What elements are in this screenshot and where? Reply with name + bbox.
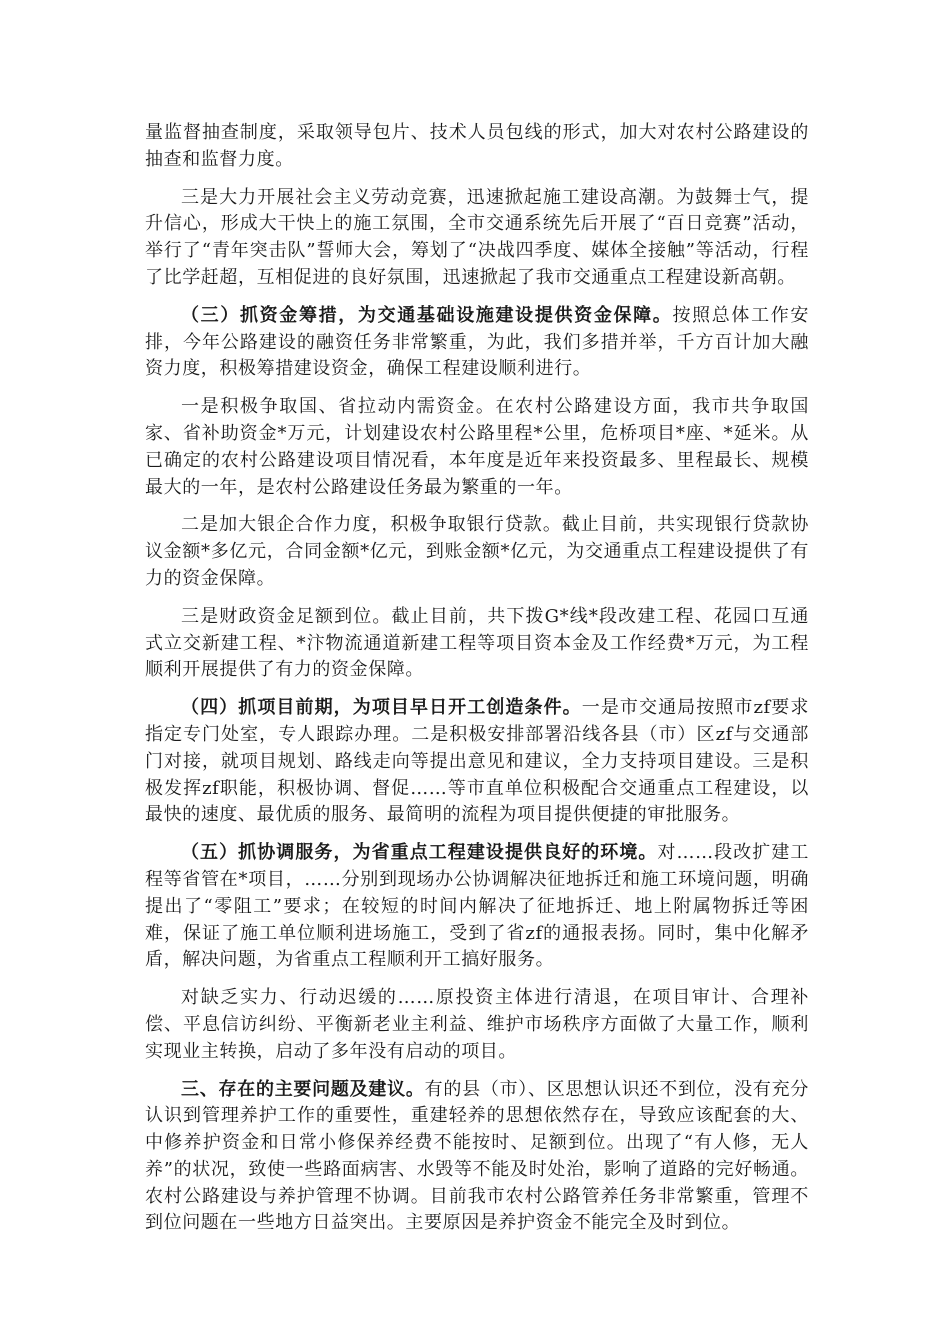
paragraph-heading: 三、存在的主要问题及建议。	[181, 1078, 425, 1100]
paragraph	[145, 695, 809, 829]
paragraph-heading: （五）抓协调服务，为省重点工程建设提供良好的环境。	[181, 842, 658, 864]
paragraph	[145, 394, 809, 501]
paragraph-text: 量监督抽查制度，采取领导包片、技术人员包线的形式，加大对农村公路建设的抽查和监督力度。	[145, 122, 809, 170]
document-body	[145, 120, 809, 1248]
paragraph-text: 二是加大银企合作力度，积极争取银行贷款。截止目前，共实现银行贷款协议金额*多亿元，合同金额*亿元，到账金额*亿元，为交通重点工程建设提供了有力的资金保障。	[145, 514, 809, 589]
paragraph-text: 按照总体工作安排，今年公路建设的融资任务非常繁重，为此，我们多措并举，千方百计加大融资力度，积极筹措建设资金，确保工程建设顺利进行。	[145, 304, 810, 380]
paragraph-heading: （三）抓资金筹措，为交通基础设施建设提供资金保障。	[181, 304, 673, 326]
paragraph-text: 一是市交通局按照市zf要求指定专门处室，专人跟踪办理。二是积极安排部署沿线各县（市）区zf与交通部门对接，就项目规划、路线走向等提出意见和建议，全力支持项目建设。三是积极发挥zf职能，积极协调、督促……等市直单位积极配合交通重点工程建设，以最快的速度、最优质的服务、最简明的流程为项目提供便捷的审批服务。	[145, 697, 809, 826]
paragraph	[145, 1077, 809, 1238]
paragraph	[145, 185, 809, 292]
paragraph-text: 三是财政资金足额到位。截止目前，共下拨G*线*段改建工程、花园口互通式立交新建工程、*汴物流通道新建工程等项目资本金及工作经费*万元，为工程顺利开展提供了有力的资金保障。	[145, 605, 809, 681]
paragraph	[145, 985, 809, 1065]
paragraph-text: 一是积极争取国、省拉动内需资金。在农村公路建设方面，我市共争取国家、省补助资金*万元，计划建设农村公路里程*公里，危桥项目*座、*延米。从已确定的农村公路建设项目情况看，本年度是近年来投资最多、里程最长、规模最大的一年，是农村公路建设任务最为繁重的一年。	[145, 396, 809, 498]
paragraph	[145, 840, 809, 974]
paragraph-heading: （四）抓项目前期，为项目早日开工创造条件。	[181, 697, 582, 719]
paragraph	[145, 512, 809, 592]
paragraph-text: 有的县（市）、区思想认识还不到位，没有充分认识到管理养护工作的重要性，重建轻养的思想依然存在，导致应该配套的大、中修养护资金和日常小修保养经费不能按时、足额到位。出现了“有人修，无人养”的状况，致使一些路面病害、水毁等不能及时处治，影响了道路的完好畅通。农村公路建设与养护管理不协调。目前我市农村公路管养任务非常繁重，管理不到位问题在一些地方日益突出。主要原因是养护资金不能完全及时到位。	[145, 1078, 809, 1234]
paragraph-text: 三是大力开展社会主义劳动竞赛，迅速掀起施工建设高潮。为鼓舞士气，提升信心，形成大干快上的施工氛围，全市交通系统先后开展了“百日竞赛”活动，举行了“青年突击队”誓师大会，筹划了“决战四季度、媒体全接触”等活动，行程了比学赶超，互相促进的良好氛围，迅速掀起了我市交通重点工程建设新高朝。	[145, 186, 809, 288]
paragraph	[145, 120, 809, 174]
paragraph	[145, 604, 809, 684]
paragraph-text: 对……段改扩建工程等省管在*项目，……分别到现场办公协调解决征地拆迁和施工环境问题，明确提出了“零阻工”要求；在较短的时间内解决了征地拆迁、地上附属物拆迁等困难，保证了施工单位顺利进场施工，受到了省zf的通报表扬。同时，集中化解矛盾，解决问题，为省重点工程顺利开工搞好服务。	[145, 842, 809, 971]
paragraph	[145, 303, 809, 383]
paragraph-text: 对缺乏实力、行动迟缓的……原投资主体进行清退，在项目审计、合理补偿、平息信访纠纷、平衡新老业主利益、维护市场秩序方面做了大量工作，顺利实现业主转换，启动了多年没有启动的项目。	[145, 987, 809, 1062]
